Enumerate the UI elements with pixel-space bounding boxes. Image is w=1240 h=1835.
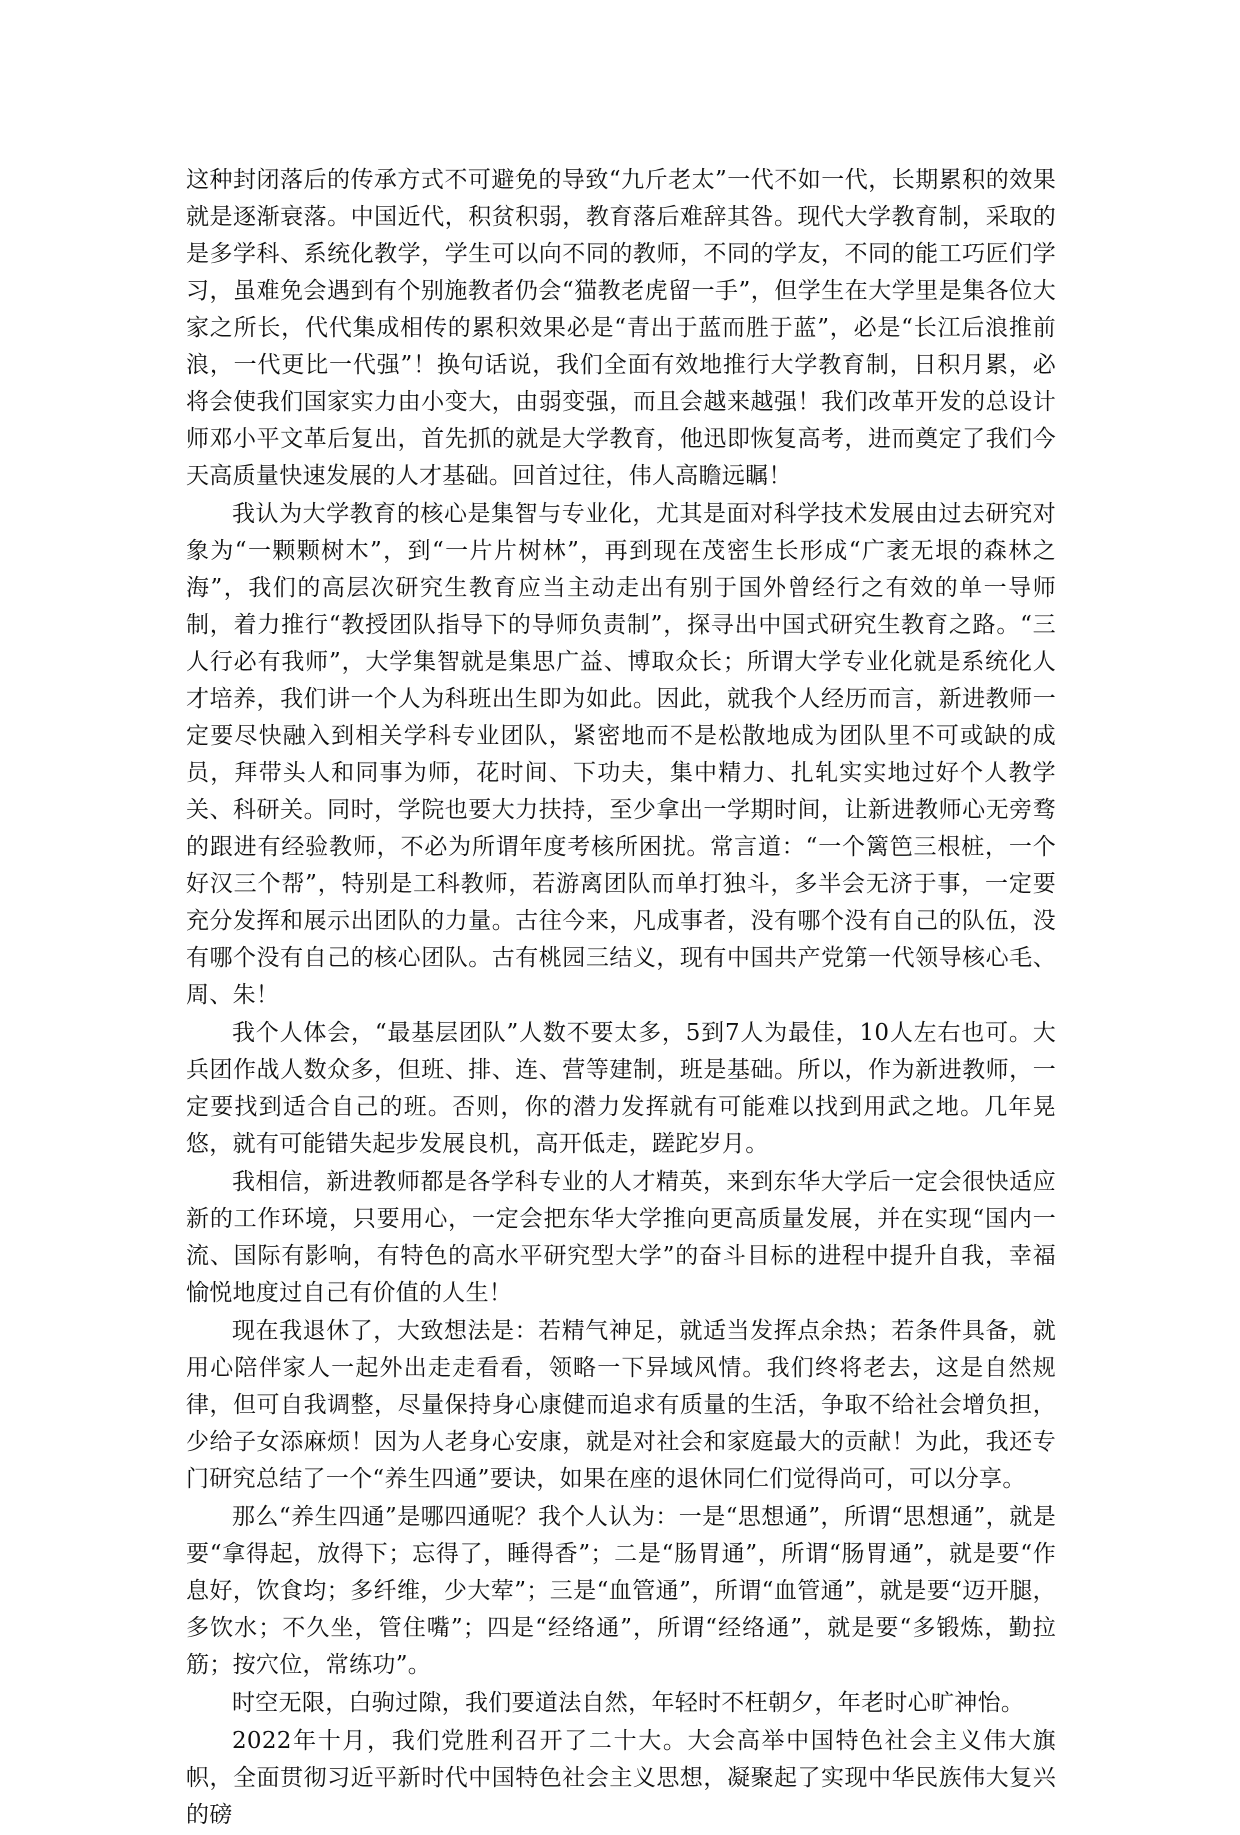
paragraph-4: 我相信，新进教师都是各学科专业的人才精英，来到东华大学后一定会很快适应新的工作环境，只要用心，一定会把东华大学推向更高质量发展，并在实现“国内一流、国际有影响，有特色的高水平研究型大学”的奋斗目标的进程中提升自我，幸福愉悦地度过自己有价值的人生！: [186, 1169, 1056, 1306]
paragraph-3: 我个人体会，“最基层团队”人数不要太多，5到7人为最佳，10人左右也可。大兵团作战人数众多，但班、排、连、营等建制，班是基础。所以，作为新进教师，一定要找到适合自己的班。否则，你的潜力发挥就有可能难以找到用武之地。几年晃悠，就有可能错失起步发展良机，高开低走，蹉跎岁月。: [186, 1020, 1056, 1157]
paragraph-5: 现在我退休了，大致想法是：若精气神足，就适当发挥点余热；若条件具备，就用心陪伴家人一起外出走走看看，领略一下异域风情。我们终将老去，这是自然规律，但可自我调整，尽量保持身心康健而追求有质量的生活，争取不给社会增负担，少给子女添麻烦！因为人老身心安康，就是对社会和家庭最大的贡献！为此，我还专门研究总结了一个“养生四通”要诀，如果在座的退休同仁们觉得尚可，可以分享。: [186, 1318, 1056, 1492]
paragraph-8: 2022年十月，我们党胜利召开了二十大。大会高举中国特色社会主义伟大旗帜，全面贯彻习近平新时代中国特色社会主义思想，凝聚起了实现中华民族伟大复兴的磅: [186, 1728, 1056, 1828]
paragraph-7: 时空无限，白驹过隙，我们要道法自然，年轻时不枉朝夕，年老时心旷神怡。: [232, 1690, 1025, 1716]
document-page: [186, 162, 1056, 1835]
paragraph-6: 那么“养生四通”是哪四通呢？我个人认为：一是“思想通”，所谓“思想通”，就是要“拿得起，放得下；忘得了，睡得香”；二是“肠胃通”，所谓“肠胃通”，就是要“作息好，饮食均；多纤维，少大荤”；三是“血管通”，所谓“血管通”，就是要“迈开腿，多饮水；不久坐，管住嘴”；四是“经络通”，所谓“经络通”，就是要“多锻炼，勤拉筋；按穴位，常练功”。: [186, 1504, 1056, 1678]
paragraph-1: 这种封闭落后的传承方式不可避免的导致“九斤老太”一代不如一代，长期累积的效果就是逐渐衰落。中国近代，积贫积弱，教育落后难辞其咎。现代大学教育制，采取的是多学科、系统化教学，学生可以向不同的教师，不同的学友，不同的能工巧匠们学习，虽难免会遇到有个别施教者仍会“猫教老虎留一手”，但学生在大学里是集各位大家之所长，代代集成相传的累积效果必是“青出于蓝而胜于蓝”，必是“长江后浪推前浪，一代更比一代强”！换句话说，我们全面有效地推行大学教育制，日积月累，必将会使我们国家实力由小变大，由弱变强，而且会越来越强！我们改革开发的总设计师邓小平文革后复出，首先抓的就是大学教育，他迅即恢复高考，进而奠定了我们今天高质量快速发展的人才基础。回首过往，伟人高瞻远瞩！: [186, 167, 1056, 489]
paragraph-2: 我认为大学教育的核心是集智与专业化，尤其是面对科学技术发展由过去研究对象为“一颗颗树木”，到“一片片树林”，再到现在茂密生长形成“广袤无垠的森林之海”，我们的高层次研究生教育应当主动走出有别于国外曾经行之有效的单一导师制，着力推行“教授团队指导下的导师负责制”，探寻出中国式研究生教育之路。“三人行必有我师”，大学集智就是集思广益、博取众长；所谓大学专业化就是系统化人才培养，我们讲一个人为科班出生即为如此。因此，就我个人经历而言，新进教师一定要尽快融入到相关学科专业团队，紧密地而不是松散地成为团队里不可或缺的成员，拜带头人和同事为师，花时间、下功夫，集中精力、扎轧实实地过好个人教学关、科研关。同时，学院也要大力扶持，至少拿出一学期时间，让新进教师心无旁骛的跟进有经验教师，不必为所谓年度考核所困扰。常言道：“一个篱笆三根桩，一个好汉三个帮”，特别是工科教师，若游离团队而单打独斗，多半会无济于事，一定要充分发挥和展示出团队的力量。古往今来，凡成事者，没有哪个没有自己的队伍，没有哪个没有自己的核心团队。古有桃园三结义，现有中国共产党第一代领导核心毛、周、朱！: [186, 501, 1056, 1008]
